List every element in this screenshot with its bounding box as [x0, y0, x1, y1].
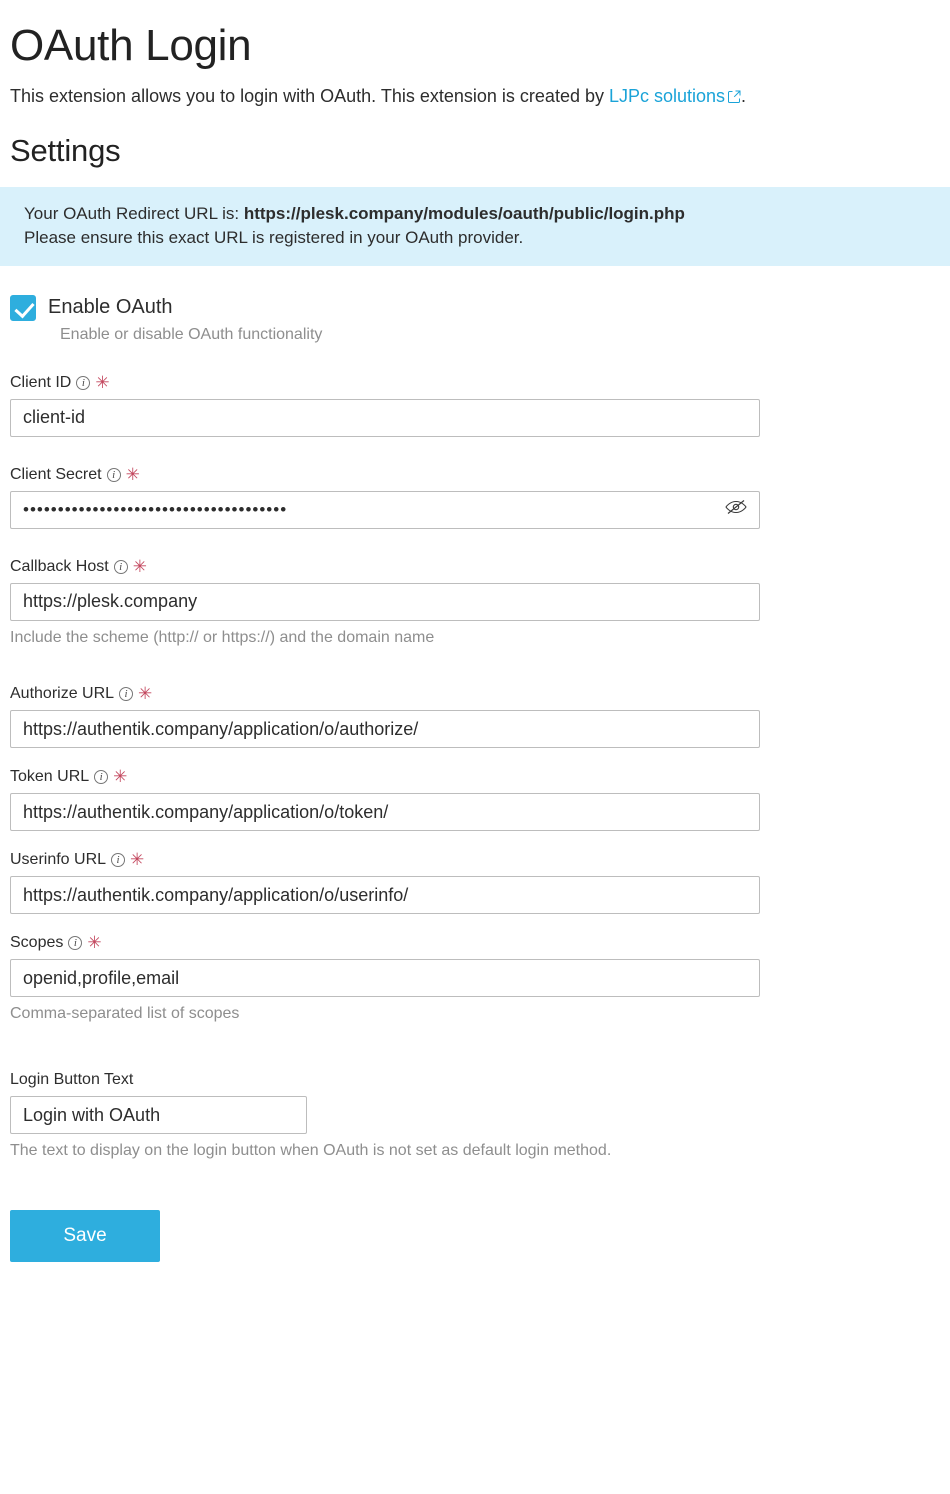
- required-marker: ✳: [125, 464, 140, 484]
- authorize-url-value: https://authentik.company/application/o/authorize/: [23, 718, 419, 739]
- client-id-value: client-id: [23, 407, 86, 428]
- token-url-input[interactable]: [10, 793, 760, 831]
- required-marker: ✳: [138, 684, 153, 704]
- callback-host-label: Callback Host: [10, 557, 109, 575]
- required-marker: ✳: [130, 850, 145, 870]
- token-url-value: https://authentik.company/application/o/token/: [23, 801, 389, 822]
- callback-host-input[interactable]: [10, 583, 760, 621]
- info-icon[interactable]: i: [68, 936, 82, 950]
- info-icon[interactable]: i: [111, 853, 125, 867]
- field-client-id: [10, 374, 950, 437]
- required-marker: ✳: [113, 767, 128, 787]
- client-secret-input[interactable]: [10, 491, 760, 529]
- external-link-icon: [728, 85, 741, 110]
- scopes-help: Comma-separated list of scopes: [10, 1005, 240, 1023]
- enable-oauth-label: Enable OAuth: [48, 295, 173, 318]
- authorize-url-input[interactable]: [10, 710, 760, 748]
- login-button-text-input[interactable]: [10, 1096, 307, 1134]
- scopes-label-row: [10, 934, 950, 952]
- save-button[interactable]: Save: [10, 1210, 160, 1262]
- intro-text-before: This extension allows you to login with OAuth. This extension is created by: [10, 86, 609, 107]
- token-url-label-row: [10, 768, 950, 786]
- settings-heading: Settings: [10, 132, 121, 168]
- userinfo-url-label-row: [10, 851, 950, 869]
- eye-off-icon[interactable]: [725, 499, 747, 520]
- page-title: OAuth Login: [10, 21, 252, 70]
- required-marker: ✳: [132, 556, 147, 576]
- intro-text-after: .: [741, 86, 747, 107]
- info-icon[interactable]: i: [76, 376, 90, 390]
- page-description: [10, 84, 950, 110]
- required-marker: ✳: [87, 933, 102, 953]
- info-icon[interactable]: i: [119, 687, 133, 701]
- callback-host-label-row: [10, 558, 950, 576]
- field-userinfo-url: [10, 851, 950, 914]
- client-id-label: Client ID: [10, 373, 72, 391]
- client-secret-label-row: [10, 466, 950, 484]
- field-scopes: [10, 934, 950, 1025]
- enable-oauth-row[interactable]: [10, 292, 950, 322]
- userinfo-url-input[interactable]: [10, 876, 760, 914]
- scopes-input[interactable]: [10, 959, 760, 997]
- notice-second-line: Please ensure this exact URL is registered in your OAuth provider.: [24, 228, 524, 248]
- token-url-label: Token URL: [10, 768, 90, 786]
- login-button-text-label: Login Button Text: [10, 1071, 134, 1089]
- login-button-text-label-row: [10, 1071, 950, 1089]
- login-button-text-value: Login with OAuth: [23, 1104, 161, 1125]
- login-button-text-help: The text to display on the login button when OAuth is not set as default login method.: [10, 1142, 612, 1160]
- enable-oauth-help: Enable or disable OAuth functionality: [60, 325, 323, 343]
- notice-redirect-url: https://plesk.company/modules/oauth/public/login.php: [243, 203, 685, 223]
- callback-host-help: Include the scheme (http:// or https://) and the domain name: [10, 628, 435, 646]
- authorize-url-label: Authorize URL: [10, 685, 115, 703]
- client-secret-value: ••••••••••••••••••••••••••••••••••••••: [23, 499, 288, 519]
- field-token-url: [10, 768, 950, 831]
- client-id-label-row: [10, 374, 950, 392]
- client-secret-label: Client Secret: [10, 465, 102, 483]
- ljpc-solutions-link-label: LJPc solutions: [608, 86, 726, 107]
- notice-prefix: Your OAuth Redirect URL is:: [24, 203, 244, 223]
- client-id-input[interactable]: [10, 399, 760, 437]
- scopes-value: openid,profile,email: [23, 967, 180, 988]
- field-callback-host: [10, 558, 950, 649]
- ljpc-solutions-link[interactable]: [609, 86, 725, 106]
- userinfo-url-label: Userinfo URL: [10, 851, 107, 869]
- callback-host-value: https://plesk.company: [23, 591, 198, 612]
- scopes-label: Scopes: [10, 934, 64, 952]
- authorize-url-label-row: [10, 685, 950, 703]
- field-client-secret: [10, 466, 950, 529]
- field-authorize-url: [10, 685, 950, 748]
- info-icon[interactable]: i: [94, 770, 108, 784]
- info-icon[interactable]: i: [107, 468, 121, 482]
- info-icon[interactable]: i: [114, 560, 128, 574]
- required-marker: ✳: [95, 372, 110, 392]
- userinfo-url-value: https://authentik.company/application/o/userinfo/: [23, 884, 409, 905]
- field-login-button-text: [10, 1071, 950, 1162]
- redirect-url-notice: [0, 187, 950, 266]
- enable-oauth-checkbox[interactable]: [10, 295, 36, 321]
